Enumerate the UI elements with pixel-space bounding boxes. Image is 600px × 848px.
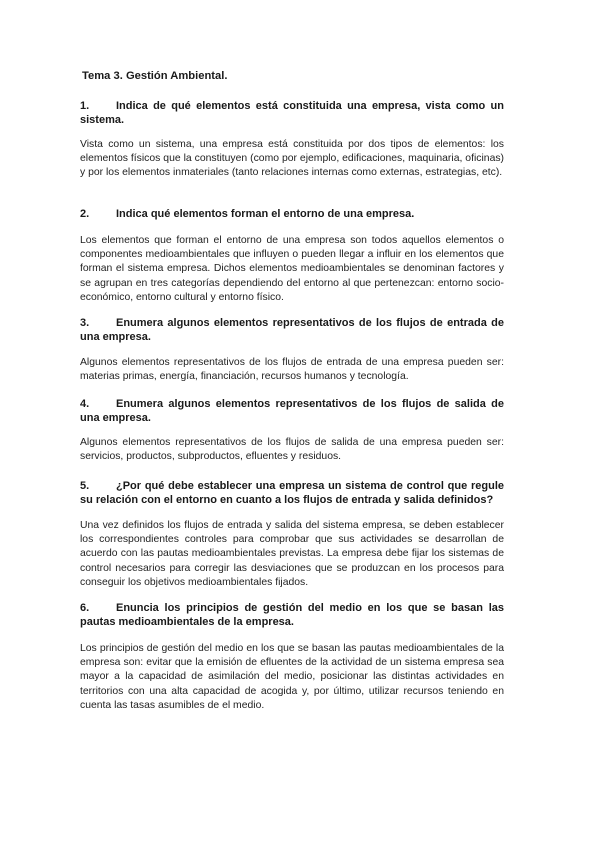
question-number: 3. [80,317,90,329]
answer-2: Los elementos que forman el entorno de una empresa son todos aquellos elementos o componentes medioambientales que influyen o pueden llegar a influir en los elementos que forman el sistema empresa. Dichos elementos medioambientales se denominan factores y se agrupan en tres categorías dependiendo del entorno al que pertenezcan: entorno socio-económico, entorno cultural y entorno físico. [80,235,504,303]
question-4 [80,398,504,425]
question-number: 4. [80,398,90,410]
question-5 [80,480,504,507]
question-text: Indica de qué elementos está constituida una empresa, vista como un sistema. [80,100,504,126]
document-title: Tema 3. Gestión Ambiental. [82,70,228,82]
question-text: Enuncia los principios de gestión del medio en los que se basan las pautas medioambientales de la empresa. [80,602,504,628]
question-2 [80,208,504,222]
question-number: 1. [80,100,90,112]
question-text: Enumera algunos elementos representativos de los flujos de entrada de una empresa. [80,317,504,343]
answer-6: Los principios de gestión del medio en los que se basan las pautas medioambientales de la empresa son: evitar que la emisión de efluentes de la actividad de un sistema empresa sea mayor a la capacidad de asimilación del medio, posicionar las distintas actividades en territorios con una alta capacidad de acogida y, por último, utilizar recursos teniendo en cuenta las tasas asumibles de el medio. [80,643,504,711]
question-6 [80,602,504,629]
answer-5: Una vez definidos los flujos de entrada y salida del sistema empresa, se deben establecer los correspondientes controles para comprobar que sus actividades se desarrollan de acuerdo con las pautas medioambientales previstas. La empresa debe fijar los sistemas de control necesarios para corregir las desviaciones que se produzcan en los procesos para conseguir los objetivos medioambientales fijados. [80,520,504,588]
question-number: 5. [80,480,90,492]
question-text: Indica qué elementos forman el entorno de una empresa. [116,208,415,220]
question-3 [80,317,504,344]
answer-1: Vista como un sistema, una empresa está constituida por dos tipos de elementos: los elementos físicos que la constituyen (como por ejemplo, edificaciones, maquinaria, oficinas) y por los elementos inmateriales (tanto relaciones internas como externas, estrategias, etc). [80,139,504,179]
answer-4: Algunos elementos representativos de los flujos de salida de una empresa pueden ser: servicios, productos, subproductos, efluentes y residuos. [80,437,504,463]
question-text: Enumera algunos elementos representativos de los flujos de salida de una empresa. [80,398,504,424]
question-number: 2. [80,208,90,220]
answer-3: Algunos elementos representativos de los flujos de entrada de una empresa pueden ser: materias primas, energía, financiación, recursos humanos y tecnología. [80,357,504,383]
question-text: ¿Por qué debe establecer una empresa un sistema de control que regule su relación con el entorno en cuanto a los flujos de entrada y salida definidos? [80,480,504,506]
question-1 [80,100,504,127]
question-number: 6. [80,602,90,614]
